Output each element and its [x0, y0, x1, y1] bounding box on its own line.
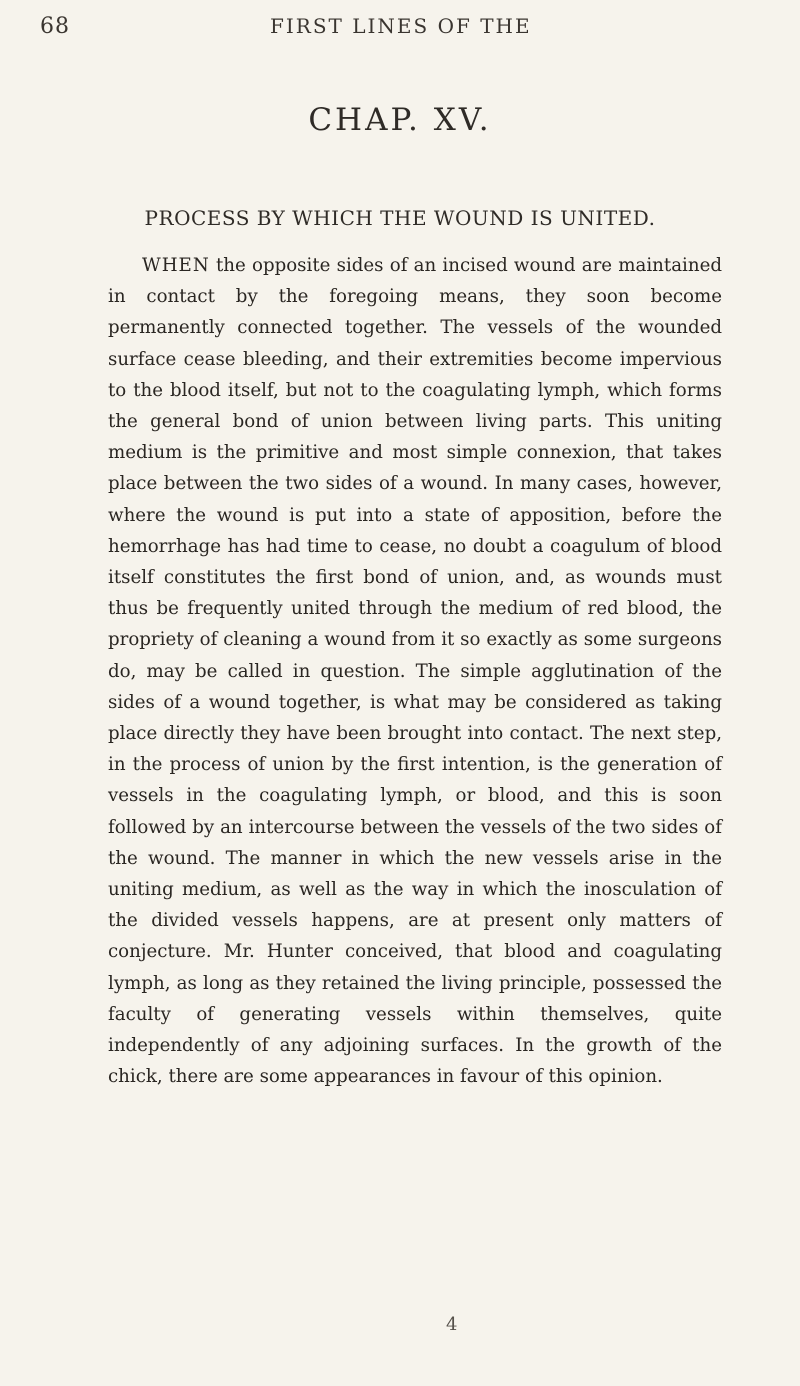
page-number: 68 — [40, 14, 70, 39]
paragraph — [108, 250, 722, 1092]
running-head — [40, 14, 740, 42]
paragraph-text: the opposite sides of an incised wound are maintained in contact by the foregoing means, they soon become permanently connected together. The vessels of the wounded surface cease bleeding, and their extremities become impervious to the blood itself, but not to the coagulating lymph, which forms the general bond of union between living parts. This uniting medium is the primitive and most simple connexion, that takes place between the two sides of a wound. In many cases, however, where the wound is put into a state of apposition, before the hemorrhage has had time to cease, no doubt a coagulum of blood itself constitutes the first bond of union, and, as wounds must thus be frequently united through the medium of red blood, the propriety of cleaning a wound from it so exactly as some surgeons do, may be called in question. The simple agglutination of the sides of a wound together, is what may be considered as taking place directly they have been brought into contact. The next step, in the process of union by the first intention, is the generation of vessels in the coagulating lymph, or blood, and this is soon followed by an intercourse between the vessels of the two sides of the wound. The manner in which the new vessels arise in the uniting medium, as well as the way in which the inosculation of the divided vessels happens, are at present only matters of conjecture. Mr. Hunter conceived, that blood and coagulating lymph, as long as they retained the living principle, possessed the faculty of generating vessels within themselves, quite independently of any adjoining surfaces. In the growth of the chick, there are some appearances in favour of this opinion. — [108, 255, 722, 1088]
body-text — [108, 250, 722, 1092]
signature-mark: 4 — [446, 1314, 458, 1335]
first-word: WHEN — [142, 255, 210, 276]
chapter-title: PROCESS BY WHICH THE WOUND IS UNITED. — [144, 206, 656, 230]
running-title: FIRST LINES OF THE — [270, 14, 532, 38]
chapter-number: CHAP. XV. — [308, 102, 492, 138]
